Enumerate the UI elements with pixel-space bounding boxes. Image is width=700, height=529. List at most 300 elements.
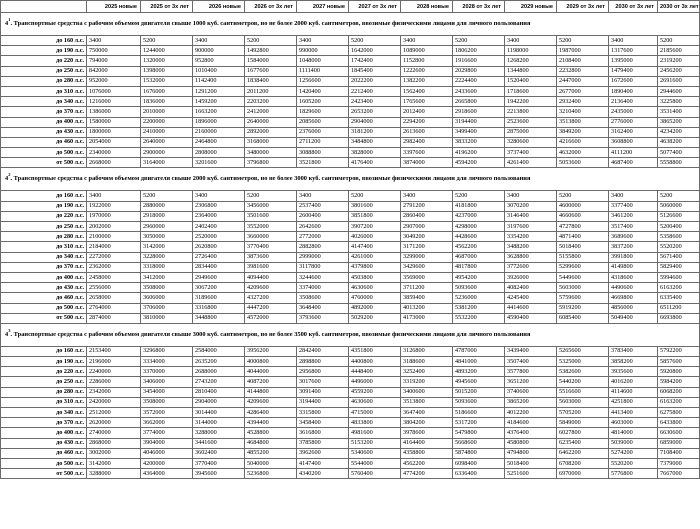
duty-value-cell: 6336400 (453, 469, 505, 479)
duty-value-cell: 3499400 (453, 127, 505, 137)
duty-value-cell: 3117800 (297, 262, 349, 272)
duty-value-cell: 5200 (141, 191, 193, 201)
duty-value-cell: 5516600 (557, 387, 609, 397)
duty-value-cell: 3225800 (658, 97, 700, 107)
duty-value-cell: 4181800 (453, 201, 505, 211)
table-row (1, 293, 700, 303)
duty-value-cell: 1492800 (245, 46, 297, 56)
column-header: 2027 новые (297, 1, 349, 13)
duty-value-cell: 842000 (87, 66, 141, 76)
duty-value-cell: 2918000 (141, 211, 193, 221)
duty-value-cell: 2726400 (193, 252, 245, 262)
duty-value-cell: 3865200 (658, 117, 700, 127)
duty-value-cell: 3188600 (401, 357, 453, 367)
power-range-label: до 400 л.с. (1, 428, 87, 438)
duty-value-cell: 3400 (505, 191, 557, 201)
duty-value-cell: 5186600 (453, 408, 505, 418)
duty-value-cell: 3439400 (505, 346, 557, 356)
duty-value-cell: 3458400 (297, 418, 349, 428)
power-range-label: от 500 л.с. (1, 313, 87, 323)
duty-value-cell: 4632000 (557, 148, 609, 158)
duty-value-cell: 3400600 (401, 387, 453, 397)
table-row (1, 252, 700, 262)
duty-value-cell: 5093600 (453, 397, 505, 407)
section-number: 4 (5, 330, 9, 338)
duty-value-cell: 1111400 (297, 66, 349, 76)
duty-value-cell: 5029200 (349, 313, 401, 323)
duty-value-cell: 2620000 (87, 418, 141, 428)
table-row (1, 56, 700, 66)
duty-value-cell: 4216600 (557, 137, 609, 147)
duty-value-cell: 2600400 (297, 211, 349, 221)
duty-value-cell: 1291200 (193, 86, 245, 96)
duty-value-cell: 4298000 (453, 222, 505, 232)
power-range-label: до 370 л.с. (1, 107, 87, 117)
duty-value-cell: 2435000 (609, 107, 658, 117)
duty-value-cell: 4147400 (297, 458, 349, 468)
duty-value-cell: 3049200 (401, 232, 453, 242)
duty-value-cell: 2362000 (87, 262, 141, 272)
duty-value-cell: 5018400 (505, 458, 557, 468)
duty-value-cell: 2185600 (658, 46, 700, 56)
table-row (1, 46, 700, 56)
duty-value-cell: 2108400 (557, 56, 609, 66)
column-header: 2029 от 3х лет (557, 1, 609, 13)
duty-value-cell: 5077400 (658, 148, 700, 158)
duty-value-cell: 2960000 (141, 222, 193, 232)
duty-value-cell: 2688000 (193, 367, 245, 377)
duty-value-cell: 3454000 (141, 387, 193, 397)
duty-value-cell: 4358800 (401, 448, 453, 458)
duty-value-cell: 3002000 (87, 448, 141, 458)
table-row (1, 346, 700, 356)
duty-value-cell: 3091400 (297, 387, 349, 397)
duty-value-cell: 2232800 (557, 66, 609, 76)
duty-value-cell: 3770400 (193, 458, 245, 468)
table-row (1, 438, 700, 448)
duty-value-cell: 2464800 (193, 137, 245, 147)
duty-value-cell: 3316800 (193, 303, 245, 313)
duty-value-cell: 4594200 (453, 158, 505, 168)
duty-value-cell: 3907200 (349, 222, 401, 232)
duty-value-cell: 2932400 (557, 97, 609, 107)
duty-value-cell: 2764000 (87, 303, 141, 313)
table-row (1, 137, 700, 147)
duty-value-cell: 1829600 (297, 107, 349, 117)
duty-value-cell: 3647400 (401, 408, 453, 418)
duty-value-cell: 2904000 (349, 117, 401, 127)
power-range-label: до 160 л.с. (1, 346, 87, 356)
duty-value-cell: 3772600 (505, 262, 557, 272)
power-range-label: до 340 л.с. (1, 97, 87, 107)
section-number: 4 (5, 175, 9, 183)
duty-value-cell: 5053600 (557, 158, 609, 168)
duty-value-cell: 3197600 (505, 222, 557, 232)
duty-value-cell: 2196000 (87, 357, 141, 367)
duty-value-cell: 2402400 (193, 222, 245, 232)
duty-value-cell: 4590400 (505, 313, 557, 323)
duty-value-cell: 1244000 (141, 46, 193, 56)
power-range-label: до 310 л.с. (1, 86, 87, 96)
duty-value-cell: 3400 (87, 36, 141, 46)
duty-value-cell: 2808000 (193, 148, 245, 158)
duty-value-cell: 3017600 (297, 377, 349, 387)
duty-value-cell: 4234200 (658, 127, 700, 137)
duty-value-cell: 5251600 (505, 469, 557, 479)
duty-value-cell: 5671400 (658, 252, 700, 262)
duty-value-cell: 3513800 (557, 117, 609, 127)
duty-value-cell: 1890400 (609, 86, 658, 96)
duty-value-cell: 3978600 (401, 428, 453, 438)
duty-value-cell: 3517400 (609, 222, 658, 232)
duty-value-cell: 2213800 (505, 107, 557, 117)
duty-value-cell: 4094400 (245, 272, 297, 282)
duty-value-cell: 4379800 (349, 262, 401, 272)
duty-value-cell: 4760000 (349, 293, 401, 303)
duty-value-cell: 3569000 (401, 272, 453, 282)
section-heading-row (1, 13, 700, 36)
duty-value-cell: 1742400 (349, 56, 401, 66)
duty-value-cell: 3400 (87, 191, 141, 201)
duty-value-cell: 3400 (401, 191, 453, 201)
duty-value-cell: 4176400 (349, 158, 401, 168)
duty-value-cell: 1382200 (401, 76, 453, 86)
table-row (1, 357, 700, 367)
section-superscript: 3 (8, 327, 11, 333)
power-range-label: до 190 л.с. (1, 201, 87, 211)
duty-value-cell: 5381200 (453, 303, 505, 313)
duty-value-cell: 3400 (609, 191, 658, 201)
duty-value-cell: 2011200 (245, 86, 297, 96)
duty-value-cell: 1459200 (193, 97, 245, 107)
duty-value-cell: 2892000 (245, 127, 297, 137)
duty-value-cell: 4144800 (245, 387, 297, 397)
duty-value-cell: 3785800 (297, 438, 349, 448)
duty-value-cell: 2224400 (453, 76, 505, 86)
duty-value-cell: 1256600 (297, 76, 349, 86)
duty-value-cell: 5358600 (658, 232, 700, 242)
duty-value-cell: 1386000 (87, 107, 141, 117)
power-range-label: до 500 л.с. (1, 303, 87, 313)
duty-value-cell: 4954200 (453, 272, 505, 282)
power-range-label: до 160 л.с. (1, 36, 87, 46)
duty-value-cell: 6235400 (557, 438, 609, 448)
duty-value-cell: 1580000 (87, 117, 141, 127)
duty-value-cell: 2240000 (87, 367, 141, 377)
table-row (1, 262, 700, 272)
duty-value-cell: 3774000 (141, 428, 193, 438)
duty-value-cell: 5049400 (609, 313, 658, 323)
duty-value-cell: 5919200 (557, 303, 609, 313)
power-range-label: до 250 л.с. (1, 222, 87, 232)
duty-value-cell: 4833800 (349, 418, 401, 428)
duty-value-cell: 1532000 (141, 76, 193, 86)
duty-value-cell: 5039000 (609, 438, 658, 448)
duty-value-cell: 5200 (141, 36, 193, 46)
duty-value-cell: 2410000 (141, 127, 193, 137)
power-range-label: до 190 л.с. (1, 46, 87, 56)
duty-value-cell: 2874000 (87, 313, 141, 323)
duty-value-cell: 2340000 (87, 148, 141, 158)
duty-value-cell: 4687000 (453, 252, 505, 262)
duty-value-cell: 5479800 (453, 428, 505, 438)
duty-value-cell: 2882800 (297, 242, 349, 252)
duty-value-cell: 2982400 (401, 137, 453, 147)
duty-value-cell: 2306800 (193, 201, 245, 211)
duty-value-cell: 4428600 (453, 232, 505, 242)
duty-value-cell: 3926000 (505, 272, 557, 282)
duty-value-cell: 2364000 (193, 211, 245, 221)
section-title-text: . Транспортные средства с рабочим объемом двигателя свыше 3000 куб. сантиметров, но не более 3500 куб. сантиметров, ввозимые физическими лицами для личного пользования (10, 330, 531, 338)
duty-value-cell: 4981600 (349, 428, 401, 438)
table-row (1, 313, 700, 323)
duty-value-cell: 1942200 (505, 97, 557, 107)
table-row (1, 201, 700, 211)
duty-value-cell: 5060000 (658, 201, 700, 211)
duty-value-cell: 3956200 (245, 346, 297, 356)
duty-value-cell: 4012200 (505, 408, 557, 418)
duty-value-cell: 5200 (349, 191, 401, 201)
duty-value-cell: 2898800 (297, 357, 349, 367)
duty-value-cell: 3873600 (245, 252, 297, 262)
table-row (1, 272, 700, 282)
duty-value-cell: 3858200 (609, 357, 658, 367)
duty-value-cell: 5544000 (349, 458, 401, 468)
duty-value-cell: 1420400 (297, 86, 349, 96)
duty-value-cell: 4318600 (609, 272, 658, 282)
duty-value-cell: 2512000 (87, 408, 141, 418)
duty-value-cell: 1320000 (141, 56, 193, 66)
duty-value-cell: 4490600 (609, 283, 658, 293)
duty-value-cell: 1222600 (401, 66, 453, 76)
table-row (1, 283, 700, 293)
duty-value-cell: 2810400 (193, 387, 245, 397)
duty-value-cell: 4016200 (609, 377, 658, 387)
column-header: 2025 новые (87, 1, 141, 13)
duty-value-cell: 3849200 (557, 127, 609, 137)
duty-value-cell: 4013200 (401, 303, 453, 313)
duty-value-cell: 5705200 (557, 408, 609, 418)
duty-value-cell: 2420000 (87, 397, 141, 407)
duty-value-cell: 900000 (193, 46, 245, 56)
duty-value-cell: 4351800 (349, 346, 401, 356)
duty-value-cell: 3319200 (401, 377, 453, 387)
duty-value-cell: 2556000 (87, 283, 141, 293)
duty-value-cell: 7108400 (658, 448, 700, 458)
duty-value-cell: 6511200 (658, 303, 700, 313)
header-corner (1, 1, 87, 13)
duty-value-cell: 3804200 (401, 418, 453, 428)
duty-value-cell: 2160000 (193, 127, 245, 137)
duty-value-cell: 3628800 (505, 252, 557, 262)
table-row (1, 211, 700, 221)
duty-value-cell: 2842400 (297, 346, 349, 356)
duty-value-cell: 4413400 (609, 408, 658, 418)
duty-value-cell: 4251800 (609, 397, 658, 407)
table-row (1, 107, 700, 117)
duty-value-cell: 3801600 (349, 201, 401, 211)
duty-value-cell: 3400 (505, 36, 557, 46)
section-title (1, 168, 700, 191)
duty-value-cell: 1562400 (401, 86, 453, 96)
duty-value-cell: 6462200 (557, 448, 609, 458)
column-header: 2030 от 3х лет (609, 1, 658, 13)
duty-value-cell: 1765600 (401, 97, 453, 107)
duty-value-cell: 2054000 (87, 137, 141, 147)
table-row (1, 458, 700, 468)
duty-value-cell: 3962600 (297, 448, 349, 458)
duty-value-cell: 4669800 (609, 293, 658, 303)
duty-value-cell: 2918600 (453, 107, 505, 117)
duty-value-cell: 2376000 (297, 127, 349, 137)
duty-value-cell: 3552000 (245, 222, 297, 232)
duty-value-cell: 3606000 (141, 293, 193, 303)
duty-value-cell: 2458000 (87, 272, 141, 282)
duty-value-cell: 3796800 (245, 158, 297, 168)
duty-value-cell: 5857600 (658, 357, 700, 367)
column-header: 2029 новые (505, 1, 557, 13)
section-title (1, 323, 700, 346)
duty-value-cell: 3144000 (193, 418, 245, 428)
duty-value-cell: 3194400 (297, 397, 349, 407)
duty-value-cell: 5265600 (557, 346, 609, 356)
duty-value-cell: 3142000 (87, 458, 141, 468)
duty-value-cell: 5200 (557, 36, 609, 46)
duty-value-cell: 2319200 (658, 56, 700, 66)
duty-value-cell: 5829400 (658, 262, 700, 272)
duty-value-cell: 3288000 (193, 428, 245, 438)
duty-value-cell: 4149800 (609, 262, 658, 272)
power-range-label: до 220 л.с. (1, 56, 87, 66)
duty-value-cell: 3377400 (609, 201, 658, 211)
duty-value-cell: 4559200 (349, 387, 401, 397)
section-number: 4 (5, 20, 9, 27)
duty-value-cell: 1806200 (453, 46, 505, 56)
duty-value-cell: 3935600 (609, 367, 658, 377)
duty-value-cell: 1584000 (245, 56, 297, 66)
duty-value-cell: 3521800 (297, 158, 349, 168)
duty-value-cell: 3770400 (245, 242, 297, 252)
duty-value-cell: 3210400 (557, 107, 609, 117)
table-row (1, 127, 700, 137)
duty-value-cell: 1987000 (557, 46, 609, 56)
duty-value-cell: 5668600 (453, 438, 505, 448)
duty-value-cell: 1677600 (245, 66, 297, 76)
duty-value-cell: 2949600 (193, 272, 245, 282)
duty-value-cell: 5200 (658, 191, 700, 201)
duty-value-cell: 4046000 (141, 448, 193, 458)
column-header: 2025 от 3х лет (141, 1, 193, 13)
duty-value-cell: 6859000 (658, 438, 700, 448)
duty-value-cell: 3406000 (141, 377, 193, 387)
table-row (1, 158, 700, 168)
section-heading-row (1, 323, 700, 346)
power-range-label: до 370 л.с. (1, 418, 87, 428)
duty-value-cell: 6275800 (658, 408, 700, 418)
duty-value-cell: 3142000 (141, 242, 193, 252)
table-row (1, 148, 700, 158)
duty-value-cell: 2447000 (557, 76, 609, 86)
duty-value-cell: 4448400 (349, 367, 401, 377)
duty-value-cell: 5920800 (658, 367, 700, 377)
duty-value-cell: 3370000 (141, 367, 193, 377)
duty-value-cell: 3412000 (141, 272, 193, 282)
table-row (1, 397, 700, 407)
duty-value-cell: 5603000 (557, 397, 609, 407)
column-header-row (1, 1, 700, 13)
duty-value-cell: 4114600 (609, 387, 658, 397)
duty-value-cell: 5274200 (609, 448, 658, 458)
power-range-label: до 400 л.с. (1, 272, 87, 282)
duty-value-cell: 3400 (297, 36, 349, 46)
duty-value-cell: 5520200 (609, 458, 658, 468)
table-row (1, 232, 700, 242)
duty-value-cell: 5994600 (658, 272, 700, 282)
duty-value-cell: 3865200 (505, 397, 557, 407)
duty-value-cell: 4580800 (505, 438, 557, 448)
duty-value-cell: 952000 (87, 76, 141, 86)
duty-value-cell: 5200 (453, 191, 505, 201)
duty-value-cell: 5520200 (658, 242, 700, 252)
duty-value-cell: 5200 (658, 36, 700, 46)
power-range-label: до 430 л.с. (1, 127, 87, 137)
duty-value-cell: 6433800 (658, 418, 700, 428)
duty-value-cell: 4340200 (297, 469, 349, 479)
table-body (1, 13, 700, 479)
power-range-label: до 250 л.с. (1, 66, 87, 76)
duty-value-cell: 3400 (609, 36, 658, 46)
duty-value-cell: 3461200 (609, 211, 658, 221)
duty-value-cell: 2523600 (505, 117, 557, 127)
duty-value-cell: 3014400 (193, 408, 245, 418)
duty-value-cell: 2010000 (141, 107, 193, 117)
duty-value-cell: 3400 (193, 36, 245, 46)
duty-value-cell: 3833200 (453, 137, 505, 147)
duty-value-cell: 1142400 (193, 76, 245, 86)
duty-value-cell: 3088800 (297, 148, 349, 158)
duty-value-cell: 3608800 (609, 137, 658, 147)
duty-value-cell: 3050000 (141, 232, 193, 242)
duty-value-cell: 1800000 (87, 127, 141, 137)
duty-value-cell: 3602400 (193, 448, 245, 458)
duty-value-cell: 6708200 (557, 458, 609, 468)
power-range-label: до 460 л.с. (1, 293, 87, 303)
duty-value-cell: 1216000 (87, 97, 141, 107)
duty-value-cell: 2520000 (193, 232, 245, 242)
duty-value-cell: 4814000 (609, 428, 658, 438)
duty-value-cell: 4572000 (245, 313, 297, 323)
duty-value-cell: 4200000 (141, 458, 193, 468)
duty-value-cell: 3508000 (141, 397, 193, 407)
duty-value-cell: 3904000 (141, 438, 193, 448)
column-header: 2026 новые (193, 1, 245, 13)
duty-value-cell: 3315800 (297, 408, 349, 418)
duty-value-cell: 6693800 (658, 313, 700, 323)
duty-value-cell: 2029800 (453, 66, 505, 76)
duty-value-cell: 2711200 (297, 137, 349, 147)
duty-value-cell: 4893200 (453, 367, 505, 377)
duty-value-cell: 4173000 (401, 313, 453, 323)
duty-value-cell: 4237000 (453, 211, 505, 221)
duty-value-cell: 5760400 (349, 469, 401, 479)
power-range-label: до 500 л.с. (1, 458, 87, 468)
duty-value-cell: 3228000 (141, 252, 193, 262)
duty-value-cell: 952800 (193, 56, 245, 66)
duty-value-cell: 2677000 (557, 86, 609, 96)
duty-value-cell: 3662000 (141, 418, 193, 428)
duty-value-cell: 794000 (87, 56, 141, 66)
power-range-label: до 280 л.с. (1, 76, 87, 86)
